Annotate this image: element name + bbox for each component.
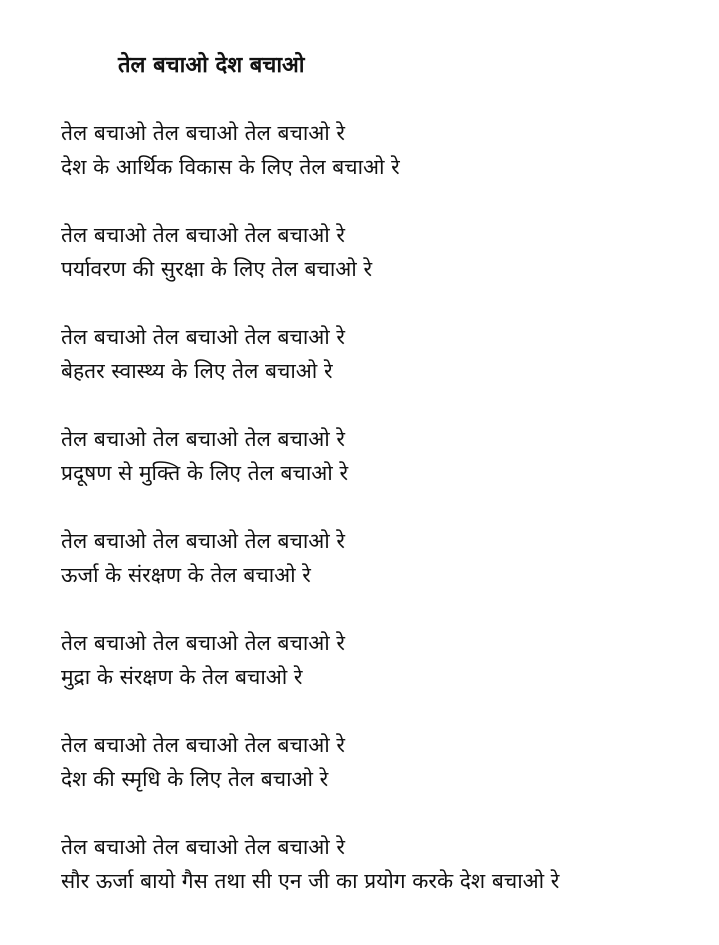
stanza: [61, 320, 559, 422]
stanza-line: मुद्रा के संरक्षण के तेल बचाओ रे: [61, 665, 303, 689]
stanza-line: प्रदूषण से मुक्ति के लिए तेल बचाओ रे: [61, 461, 349, 485]
stanza: [61, 728, 559, 830]
stanza-line: तेल बचाओ तेल बचाओ तेल बचाओ रे: [61, 325, 346, 349]
stanza: [61, 626, 559, 728]
stanza-line: ऊर्जा के संरक्षण के तेल बचाओ रे: [61, 563, 311, 587]
stanza: [61, 218, 559, 320]
poem-title: तेल बचाओ देश बचाओ: [118, 53, 305, 78]
stanza: [61, 830, 559, 932]
stanza-line: तेल बचाओ तेल बचाओ तेल बचाओ रे: [61, 835, 346, 859]
stanza-line: तेल बचाओ तेल बचाओ तेल बचाओ रे: [61, 121, 346, 145]
stanza-line: तेल बचाओ तेल बचाओ तेल बचाओ रे: [61, 223, 346, 247]
poem-body: [61, 116, 559, 932]
stanza-line: तेल बचाओ तेल बचाओ तेल बचाओ रे: [61, 427, 346, 451]
stanza: [61, 524, 559, 626]
stanza-line: बेहतर स्वास्थ्य के लिए तेल बचाओ रे: [61, 359, 333, 383]
stanza-line: देश के आर्थिक विकास के लिए तेल बचाओ रे: [61, 155, 400, 179]
stanza-line: तेल बचाओ तेल बचाओ तेल बचाओ रे: [61, 733, 346, 757]
stanza-line: तेल बचाओ तेल बचाओ तेल बचाओ रे: [61, 631, 346, 655]
stanza-line: तेल बचाओ तेल बचाओ तेल बचाओ रे: [61, 529, 346, 553]
stanza-line: देश की स्मृधि के लिए तेल बचाओ रे: [61, 767, 329, 791]
stanza-line: पर्यावरण की सुरक्षा के लिए तेल बचाओ रे: [61, 257, 373, 281]
stanza: [61, 116, 559, 218]
stanza-line: सौर ऊर्जा बायो गैस तथा सी एन जी का प्रयोग करके देश बचाओ रे: [61, 869, 560, 893]
stanza: [61, 422, 559, 524]
